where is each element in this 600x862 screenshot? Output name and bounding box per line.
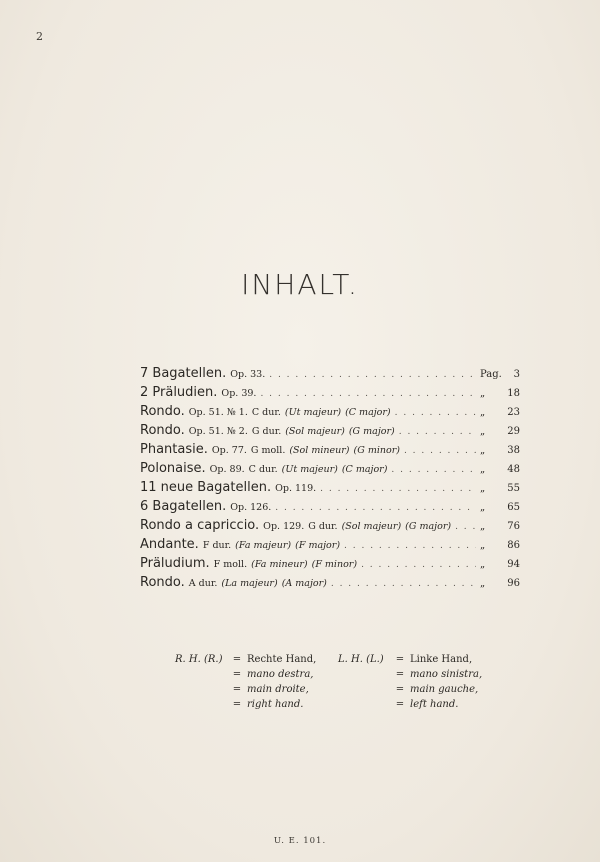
toc-entry-opus: Op. 77. — [211, 445, 247, 456]
legend-line — [338, 667, 482, 682]
legend-meaning: Linke Hand, — [410, 654, 473, 665]
toc-entry-opus: Op. 39. — [221, 388, 257, 399]
legend-meaning: mano sinistra, — [410, 669, 483, 680]
toc-entry-page: 94 — [507, 559, 520, 570]
dot-leader — [320, 484, 476, 494]
toc-entry-opus: Op. 51. № 1. — [188, 407, 248, 418]
toc-entry — [140, 575, 520, 594]
toc-entry-key-french: (Sol majeur) — [341, 521, 402, 532]
toc-entry-key: F dur. — [202, 540, 232, 551]
toc-entry-key-french: (Fa majeur) — [235, 540, 292, 551]
toc-entry — [140, 556, 520, 575]
legend-abbreviation: L. H. (L.) — [338, 654, 384, 665]
legend-meaning: main droite, — [247, 684, 309, 695]
legend-left-hand — [338, 652, 482, 712]
toc-entry-page: 55 — [507, 483, 520, 494]
toc-entry-page-prefix: Pag. — [480, 369, 502, 380]
legend-equals: = — [232, 669, 242, 680]
toc-entry — [140, 499, 520, 518]
toc-entry-key-english: (G major) — [348, 426, 395, 437]
toc-entry-key-french: (Ut majeur) — [281, 464, 338, 475]
legend-line — [175, 682, 316, 697]
toc-entry-page: 96 — [507, 578, 520, 589]
toc-entry-key: C dur. — [251, 407, 281, 418]
legend-abbreviation — [175, 697, 231, 712]
toc-entry-opus: Op. 129. — [263, 521, 305, 532]
toc-entry-key-english: (G major) — [405, 521, 452, 532]
toc-entry-key: C dur. — [248, 464, 278, 475]
dot-leader — [395, 408, 476, 418]
legend-line — [175, 667, 316, 682]
legend-equals: = — [232, 684, 242, 695]
toc-entry-page-prefix: „ — [480, 483, 486, 494]
toc-entry-key-english: (F minor) — [311, 559, 358, 570]
toc-entry-opus: Op. 33. — [230, 369, 266, 380]
toc-entry-key-english: (A major) — [281, 578, 327, 589]
toc-entry-opus: Op. 126. — [230, 502, 272, 513]
toc-entry-title: Präludium. — [140, 556, 210, 571]
dot-leader — [399, 427, 476, 437]
toc-entry — [140, 518, 520, 537]
toc-entry-page-prefix: „ — [480, 445, 486, 456]
toc-entry-title: Rondo a capriccio. — [140, 518, 260, 533]
dot-leader — [404, 446, 476, 456]
table-of-contents — [140, 366, 520, 594]
toc-entry-page: 65 — [507, 502, 520, 513]
dot-leader — [269, 370, 476, 380]
legend-abbreviation: R. H. (R.) — [175, 654, 223, 665]
toc-entry-page: 29 — [507, 426, 520, 437]
toc-entry-title: Rondo. — [140, 575, 185, 590]
toc-entry — [140, 537, 520, 556]
legend-meaning: Rechte Hand, — [247, 654, 317, 665]
toc-entry-title: Rondo. — [140, 423, 185, 438]
toc-entry-page: 3 — [513, 369, 520, 380]
toc-entry-key-french: (Sol mineur) — [289, 445, 350, 456]
toc-entry-key: A dur. — [188, 578, 218, 589]
toc-entry-title: Andante. — [140, 537, 199, 552]
toc-entry-page: 86 — [507, 540, 520, 551]
toc-entry-title: Phantasie. — [140, 442, 208, 457]
legend-equals: = — [395, 699, 405, 710]
page-number: 2 — [36, 30, 43, 43]
legend-abbreviation — [338, 667, 394, 682]
toc-entry — [140, 442, 520, 461]
dot-leader — [331, 579, 476, 589]
toc-entry-page-prefix: „ — [480, 388, 486, 399]
legend-equals: = — [395, 669, 405, 680]
toc-entry — [140, 366, 520, 385]
toc-entry-key-english: (C major) — [345, 407, 391, 418]
toc-entry-key-french: (Sol majeur) — [285, 426, 345, 437]
legend-equals: = — [395, 654, 405, 665]
toc-entry-page-prefix: „ — [480, 559, 486, 570]
dot-leader — [260, 389, 476, 399]
toc-entry-key: G dur. — [251, 426, 282, 437]
toc-entry — [140, 385, 520, 404]
legend-equals: = — [232, 699, 242, 710]
toc-entry-page: 18 — [507, 388, 520, 399]
dot-leader — [391, 465, 476, 475]
legend-abbreviation — [175, 682, 231, 697]
toc-entry-page-prefix: „ — [480, 502, 486, 513]
legend-abbreviation — [338, 682, 394, 697]
dot-leader — [455, 522, 476, 532]
toc-entry-page: 38 — [507, 445, 520, 456]
toc-entry-opus: Op. 89. — [209, 464, 245, 475]
toc-entry-page-prefix: „ — [480, 426, 486, 437]
toc-entry-title: Polonaise. — [140, 461, 206, 476]
toc-entry-page: 48 — [507, 464, 520, 475]
page-title: INHALT. — [241, 268, 359, 301]
legend-abbreviation — [338, 697, 394, 712]
toc-entry-title: 2 Präludien. — [140, 385, 218, 400]
toc-entry-page-prefix: „ — [480, 521, 486, 532]
toc-entry-opus: Op. 119. — [275, 483, 317, 494]
legend-meaning: mano destra, — [247, 669, 314, 680]
toc-entry-page-prefix: „ — [480, 464, 486, 475]
legend-line — [175, 652, 316, 667]
dot-leader — [344, 541, 476, 551]
publisher-number: U. E. 101. — [273, 836, 327, 846]
toc-entry — [140, 404, 520, 423]
toc-entry — [140, 480, 520, 499]
toc-entry-key-english: (F major) — [295, 540, 341, 551]
legend-line — [175, 697, 316, 712]
toc-entry-title: 7 Bagatellen. — [140, 366, 227, 381]
toc-entry-key-english: (C major) — [341, 464, 388, 475]
legend-meaning: right hand. — [247, 699, 304, 710]
dot-leader — [275, 503, 476, 513]
legend-equals: = — [395, 684, 405, 695]
toc-entry-key: G moll. — [250, 445, 286, 456]
toc-entry-page: 23 — [507, 407, 520, 418]
toc-entry-key-french: (La majeur) — [221, 578, 278, 589]
toc-entry-key-french: (Ut majeur) — [284, 407, 342, 418]
toc-entry-key: F moll. — [213, 559, 248, 570]
toc-entry-title: Rondo. — [140, 404, 185, 419]
toc-entry-key: G dur. — [308, 521, 338, 532]
toc-entry-page-prefix: „ — [480, 540, 486, 551]
dot-leader — [361, 560, 476, 570]
toc-entry-page-prefix: „ — [480, 407, 486, 418]
toc-entry — [140, 423, 520, 442]
toc-entry-page: 76 — [507, 521, 520, 532]
legend-right-hand — [175, 652, 316, 712]
toc-entry — [140, 461, 520, 480]
legend-abbreviation — [175, 667, 231, 682]
toc-entry-page-prefix: „ — [480, 578, 486, 589]
toc-entry-title: 6 Bagatellen. — [140, 499, 227, 514]
legend-meaning: main gauche, — [410, 684, 479, 695]
legend-line — [338, 682, 482, 697]
legend-meaning: left hand. — [410, 699, 459, 710]
toc-entry-opus: Op. 51. № 2. — [188, 426, 248, 437]
legend-line — [338, 652, 482, 667]
legend-equals: = — [232, 654, 242, 665]
toc-entry-key-english: (G minor) — [353, 445, 400, 456]
toc-entry-title: 11 neue Bagatellen. — [140, 480, 272, 495]
toc-entry-key-french: (Fa mineur) — [251, 559, 308, 570]
legend-line — [338, 697, 482, 712]
